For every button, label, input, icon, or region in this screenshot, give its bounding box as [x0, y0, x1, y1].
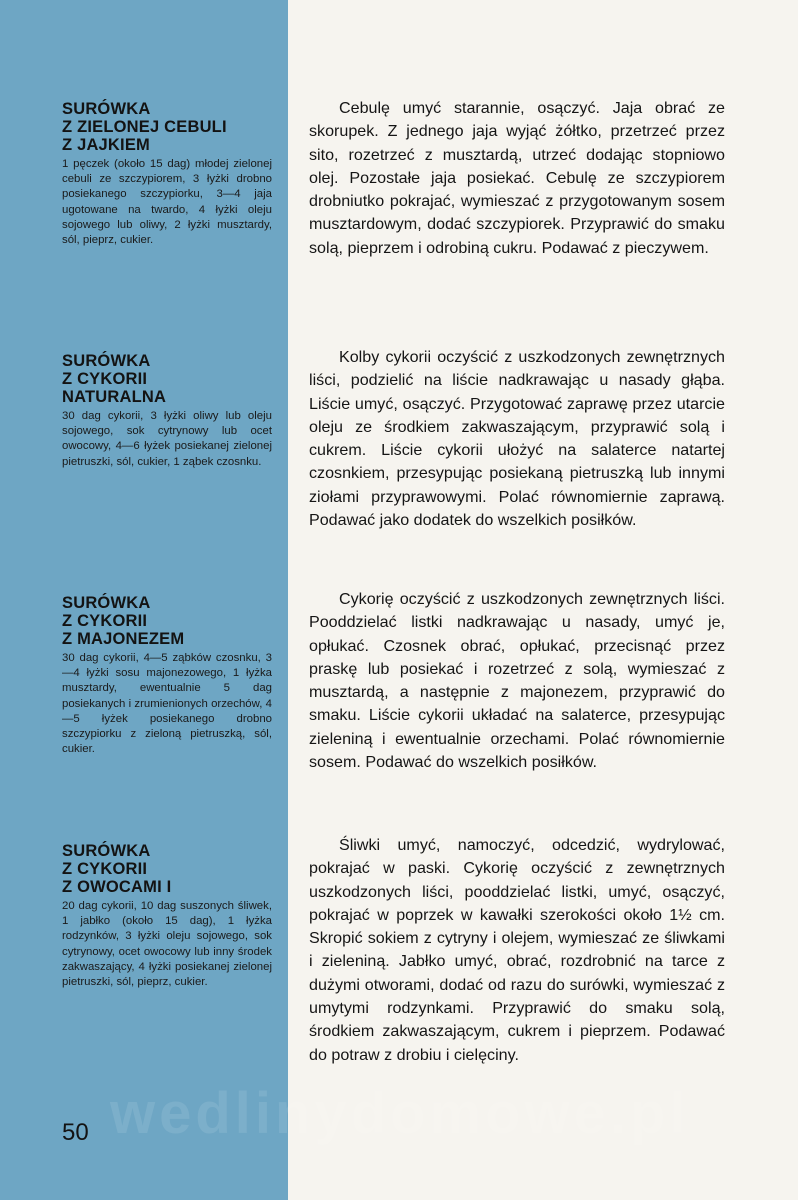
recipe-3-title-line-2: Z CYKORII: [62, 612, 148, 630]
recipe-2-title-line-1: SURÓWKA: [62, 352, 151, 370]
recipe-1-title-line-1: SURÓWKA: [62, 100, 151, 118]
recipe-3-title-line-1: SURÓWKA: [62, 594, 151, 612]
recipe-1-method: Cebulę umyć starannie, osączyć. Jaja obrać ze skorupek. Z jednego jaja wyjąć żółtko, przetrzeć przez sito, rozetrzeć z musztardą, utrzeć dodając stopniowo olej. Pozostałe jaja posiekać. Cebulę ze szczypiorem drobniutko pokrajać, wymieszać z przygotowanym sosem musztardowym, dodać szczypiorek. Przyprawić do smaku solą, pieprzem i odrobiną cukru. Podawać z pieczywem.: [309, 99, 725, 257]
recipe-3-header: [62, 594, 272, 757]
recipe-4-method: Śliwki umyć, namoczyć, odcedzić, wydrylować, pokrajać w paski. Cykorię oczyścić z zewnętrznych uszkodzonych liści, pooddzielać listki, umyć, osączyć, pokrajać w poprzek w kawałki szerokości około 1½ cm. Skropić sokiem z cytryny i olejem, wymieszać ze śliwkami i zieleniną. Jabłko umyć, obrać, rozdrobnić na tarce z dużymi otworami, dodać od razu do surówki, wymieszać z umytymi rodzynkami. Przyprawić do smaku solą, środkiem zakwaszającym, cukrem i pieprzem. Podawać do potraw z drobiu i cielęciny.: [309, 836, 725, 1064]
recipe-3-method: Cykorię oczyścić z uszkodzonych zewnętrznych liści. Pooddzielać listki nadkrawając u nasady, umyć je, opłukać. Czosnek obrać, opłukać, przecisnąć przez praskę lub posiekać i rozetrzeć z solą, wymieszać z musztardą, a następnie z majonezem, przyprawić do smaku. Liście cykorii układać na salaterce, przesypując zieleniną i ewentualnie orzechami. Polać równomiernie sosem. Podawać do wszelkich posiłków.: [309, 590, 725, 772]
recipe-2-method: Kolby cykorii oczyścić z uszkodzonych zewnętrznych liści, podzielić na liście nadkrawając u nasady głąba. Liście umyć, osączyć. Przygotować zaprawę przez utarcie oleju ze środkiem zakwaszającym, przyprawić solą i cukrem. Liście cykorii ułożyć na salaterce natartej czosnkiem, przesypując posiekaną pietruszką lub innymi ziołami przyprawowymi. Polać równomiernie zaprawą. Podawać jako dodatek do wszelkich posiłków.: [309, 348, 725, 530]
recipe-4-title-line-1: SURÓWKA: [62, 842, 151, 860]
recipe-2-title-line-2: Z CYKORII: [62, 370, 148, 388]
recipe-4-title-line-3: Z OWOCAMI I: [62, 878, 172, 896]
recipe-1-title-line-3: Z JAJKIEM: [62, 136, 150, 154]
recipe-1-title-line-2: Z ZIELONEJ CEBULI: [62, 118, 227, 136]
recipe-4-title: [62, 842, 272, 896]
watermark: wedlinydomowe.pl: [110, 1081, 690, 1146]
recipe-2-header: [62, 352, 272, 470]
recipe-1-ingredients: 1 pęczek (około 15 dag) młodej zielonej cebuli ze szczypiorem, 3 łyżki drobno posiekanego szczypiorku, 3—4 jaja ugotowane na twardo, 4 łyżki oleju sojowego lub oliwy, 2 łyżki musztardy, sól, pieprz, cukier.: [62, 158, 272, 247]
recipe-1-header: [62, 100, 272, 248]
recipe-1-title: [62, 100, 272, 154]
recipe-2-title: [62, 352, 272, 406]
recipe-4-header: [62, 842, 272, 990]
recipe-3-title-line-3: Z MAJONEZEM: [62, 630, 185, 648]
recipe-2-title-line-3: NATURALNA: [62, 388, 167, 406]
page-number: 50: [62, 1119, 89, 1146]
recipe-4-ingredients: 20 dag cykorii, 10 dag suszonych śliwek, 1 jabłko (około 15 dag), 1 łyżka rodzynków, 3 łyżki oleju sojowego, sok cytrynowy, ocet owocowy lub inny środek zakwaszający, 4 łyżki posiekanej zielonej pietruszki, sól, pieprz, cukier.: [62, 900, 272, 989]
recipe-3-ingredients: 30 dag cykorii, 4—5 ząbków czosnku, 3—4 łyżki sosu majonezowego, 1 łyżka musztardy, ewentualnie 5 dag posiekanych i zrumienionych orzechów, 4—5 łyżek posiekanego drobno szczypiorku z zieloną pietruszką, sól, cukier.: [62, 652, 272, 756]
recipe-3-title: [62, 594, 272, 648]
recipe-4-title-line-2: Z CYKORII: [62, 860, 148, 878]
recipe-2-ingredients: 30 dag cykorii, 3 łyżki oliwy lub oleju sojowego, sok cytrynowy lub ocet owocowy, 4—6 łyżek posiekanej zielonej pietruszki, sól, cukier, 1 ząbek czosnku.: [62, 410, 272, 468]
